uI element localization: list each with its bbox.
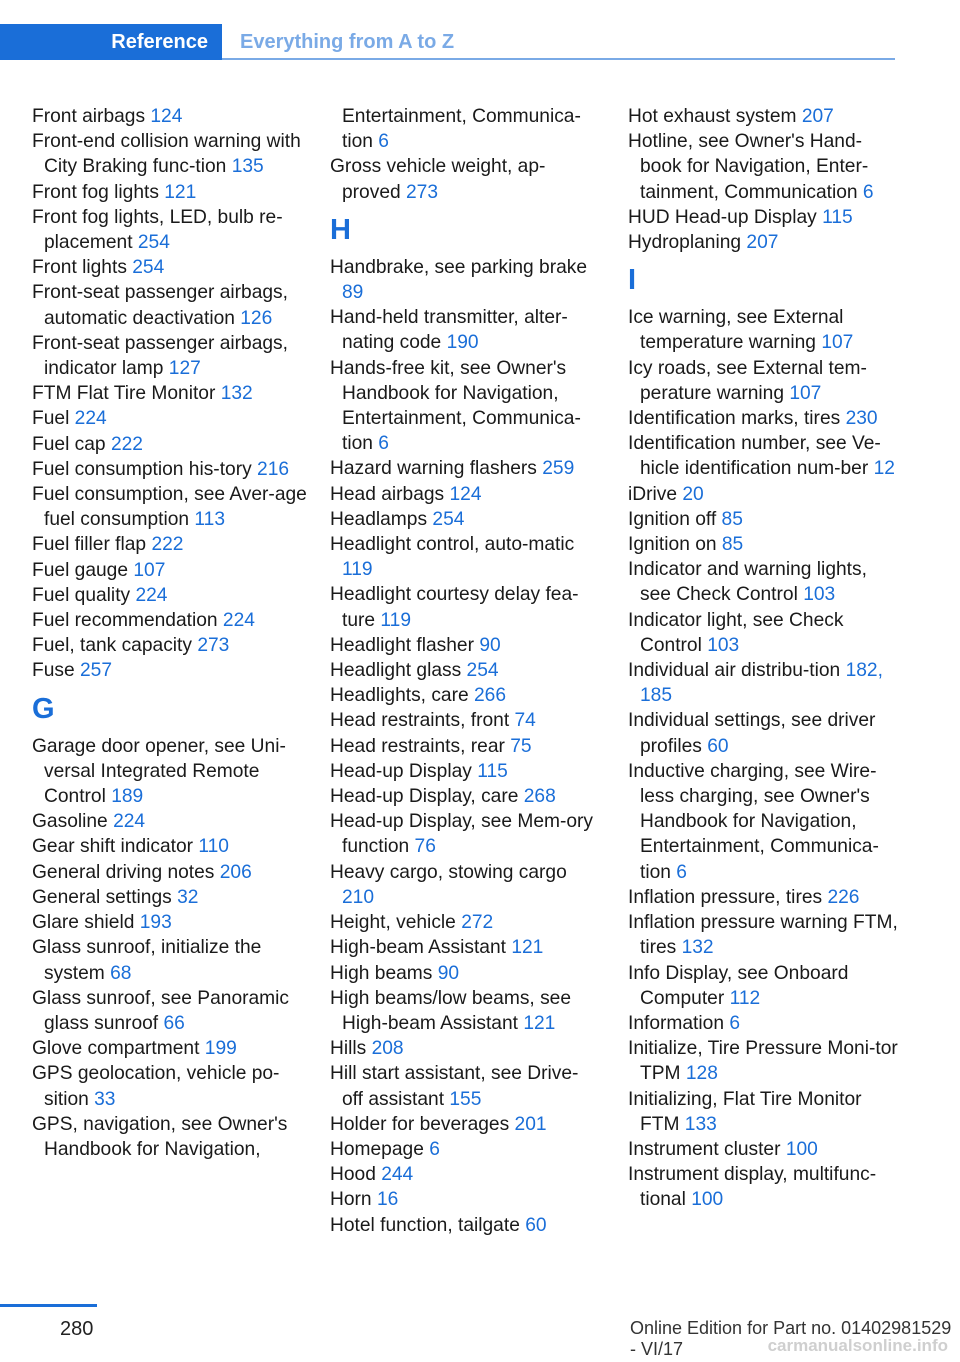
page-reference-link[interactable]: 6 [378, 131, 389, 153]
index-entry-term: Front lights [32, 257, 127, 279]
page-reference-link[interactable]: 124 [449, 483, 482, 505]
index-entry-term: Inflation pressure, tires [628, 886, 823, 908]
index-entry-term: Hills [330, 1038, 367, 1060]
index-entry-term: Fuel quality [32, 584, 131, 606]
index-entry-term: Headlight glass [330, 660, 462, 682]
index-entry [628, 230, 900, 255]
footer-rule [0, 1304, 97, 1307]
index-entry [628, 885, 900, 910]
index-entry-term: Gross vehicle weight, ap-proved [330, 156, 546, 203]
index-entry [628, 507, 900, 532]
index-entry [628, 532, 900, 557]
index-entry [32, 986, 307, 1036]
page-reference-link[interactable]: 254 [432, 508, 465, 530]
page-reference-link[interactable]: 259 [542, 458, 575, 480]
index-entry-term: Instrument display, multifunc-tional [628, 1164, 877, 1211]
index-entry [330, 1112, 598, 1137]
index-entry-term: FTM Flat Tire Monitor [32, 383, 216, 405]
page-reference-link[interactable]: 119 [380, 609, 412, 631]
index-entry [330, 104, 598, 154]
index-entry [628, 1087, 900, 1137]
index-entry [628, 1036, 900, 1086]
index-entry [330, 708, 598, 733]
page-reference-link[interactable]: 103 [803, 584, 836, 606]
index-entry-term: GPS, navigation, see Owner's Handbook for Navigation, [32, 1113, 288, 1160]
index-entry-term: Head-up Display [330, 760, 472, 782]
index-entry [330, 784, 598, 809]
index-entry [32, 860, 307, 885]
index-entry [628, 759, 900, 885]
index-entry [628, 431, 900, 481]
index-entry-term: HUD Head-up Display [628, 206, 817, 228]
index-entry [32, 255, 307, 280]
index-entry [330, 305, 598, 355]
index-entry [330, 683, 598, 708]
index-entry [330, 809, 598, 859]
index-entry-term: Head-up Display, see Mem-ory function [330, 811, 594, 858]
index-entry [32, 885, 307, 910]
page-reference-link[interactable]: 155 [449, 1088, 482, 1110]
index-entry-term: Information [628, 1012, 724, 1034]
page-reference-link[interactable]: 107 [821, 332, 854, 354]
index-entry-term: Hood [330, 1164, 376, 1186]
page-reference-link[interactable]: 206 [219, 861, 252, 883]
index-entry-term: Headlamps [330, 508, 428, 530]
page-reference-link[interactable]: 207 [746, 232, 779, 254]
index-entry [32, 129, 307, 179]
page-reference-link[interactable]: 6 [676, 861, 687, 883]
index-entry [330, 658, 598, 683]
index-entry [628, 708, 900, 758]
index-entry [330, 1162, 598, 1187]
index-entry-term: High beams [330, 962, 433, 984]
index-entry [330, 1036, 598, 1061]
index-entry [32, 280, 307, 330]
index-column-2 [330, 104, 598, 1238]
page-reference-link[interactable]: 33 [94, 1088, 116, 1110]
index-entry [628, 1137, 900, 1162]
index-entry [330, 356, 598, 457]
index-entry-term: Handbrake, see parking brake [330, 256, 588, 278]
page-reference-link[interactable]: 112 [729, 987, 761, 1009]
index-entry-term: Front airbags [32, 106, 146, 127]
index-entry [330, 1061, 598, 1111]
index-entry [628, 356, 900, 406]
index-entry [330, 507, 598, 532]
index-entry-term: Glass sunroof, see Panoramic glass sunroof [32, 987, 290, 1034]
page-reference-link[interactable]: 110 [198, 836, 229, 858]
index-entry [32, 381, 307, 406]
index-entry-term: Hand-held transmitter, alter-nating code [330, 307, 568, 354]
index-entry [330, 154, 598, 204]
page-reference-link[interactable]: 273 [197, 635, 230, 657]
page-reference-link[interactable]: 254 [466, 660, 499, 682]
section-tab: Reference [0, 24, 222, 60]
index-entry-term: Glass sunroof, initialize the system [32, 937, 262, 984]
page-reference-link[interactable]: 100 [691, 1189, 724, 1211]
index-entry-term: Identification marks, tires [628, 408, 841, 430]
index-entry [32, 104, 307, 129]
index-entry-term: Headlight flasher [330, 634, 474, 656]
page-reference-link[interactable]: 60 [525, 1214, 547, 1236]
index-entry [32, 406, 307, 431]
page-reference-link[interactable]: 216 [257, 458, 290, 480]
index-entry [32, 583, 307, 608]
page-reference-link[interactable]: 273 [406, 181, 439, 203]
page-reference-link[interactable]: 85 [721, 508, 743, 530]
index-entry [628, 658, 900, 708]
page-reference-link[interactable]: 268 [523, 786, 556, 808]
index-entry-term: Headlight control, auto-matic [330, 534, 575, 556]
header-rule [222, 58, 895, 60]
index-column-3 [628, 104, 900, 1213]
page-number: 280 [60, 1318, 94, 1340]
page-reference-link[interactable]: 6 [729, 1012, 740, 1034]
index-entry-term: Headlights, care [330, 685, 469, 707]
page-reference-link[interactable]: 89 [342, 282, 364, 304]
index-entry-term: Head restraints, rear [330, 735, 505, 757]
page-reference-link[interactable]: 115 [477, 760, 508, 782]
index-entry-term: Front fog lights [32, 181, 159, 203]
page-reference-link[interactable]: 6 [862, 181, 874, 203]
page-reference-link[interactable]: 68 [110, 962, 132, 984]
index-entry-term: Fuel [32, 408, 70, 430]
page-reference-link[interactable]: 119 [342, 559, 373, 581]
index-entry-term: Gear shift indicator [32, 836, 194, 858]
page-reference-link[interactable]: 224 [135, 584, 168, 606]
watermark: carmanualsonline.info [767, 1336, 948, 1355]
index-entry-term: Hill start assistant, see Drive-off assistant [330, 1063, 579, 1110]
page-reference-link[interactable]: 190 [446, 332, 479, 354]
index-entry-term: Head-up Display, care [330, 786, 519, 808]
index-entry [628, 1162, 900, 1212]
index-entry-term: Hazard warning flashers [330, 458, 537, 480]
page-reference-link[interactable]: 135 [231, 156, 264, 178]
index-entry-term: Front-seat passenger airbags, automatic deactivation [32, 282, 288, 329]
index-entry [330, 582, 598, 632]
index-entry-term: Heavy cargo, stowing cargo [330, 861, 567, 883]
page-reference-link[interactable]: 6 [429, 1138, 440, 1160]
index-entry-term: Hotline, see Owner's Hand-book for Navigation, Enter-tainment, Communication [628, 131, 869, 203]
index-entry [330, 734, 598, 759]
page-reference-link[interactable]: 66 [163, 1012, 185, 1034]
index-entry-term: Homepage [330, 1138, 424, 1160]
page-reference-link[interactable]: 121 [523, 1012, 556, 1034]
index-entry-term: General driving notes [32, 861, 215, 883]
index-entry-term: Hot exhaust system [628, 106, 797, 127]
page-reference-link[interactable]: 76 [414, 836, 436, 858]
index-entry-term: Head airbags [330, 483, 445, 505]
index-entry-term: Fuel gauge [32, 559, 129, 581]
index-entry-term: Fuel filler flap [32, 534, 147, 556]
index-entry [330, 935, 598, 960]
index-entry [330, 986, 598, 1036]
index-entry-term: Individual air distribu-tion [628, 660, 841, 682]
page-reference-link[interactable]: 189 [111, 786, 144, 808]
page-reference-link[interactable]: 254 [137, 232, 170, 254]
page-reference-link[interactable]: 222 [151, 534, 184, 556]
page-reference-link[interactable]: 128 [685, 1063, 718, 1085]
index-entry [330, 633, 598, 658]
index-entry [628, 557, 900, 607]
index-entry-term: Instrument cluster [628, 1138, 781, 1160]
page-reference-link[interactable]: 100 [785, 1138, 818, 1160]
index-entry [32, 432, 307, 457]
page-reference-link[interactable]: 74 [514, 710, 536, 732]
index-entry-term: Fuel cap [32, 433, 106, 455]
index-entry-term: High beams/low beams, see High-beam Assistant [330, 987, 572, 1034]
index-entry [330, 482, 598, 507]
index-entry [628, 305, 900, 355]
index-entry-term: Front-seat passenger airbags, indicator lamp [32, 332, 288, 380]
page-reference-link[interactable]: 121 [164, 181, 197, 203]
index-entry [32, 935, 307, 985]
page-reference-link[interactable]: 230 [845, 408, 878, 430]
index-entry [330, 759, 598, 784]
page-reference-link[interactable]: 115 [822, 206, 853, 228]
index-entry [32, 658, 307, 683]
index-entry [628, 608, 900, 658]
index-entry [32, 205, 307, 255]
page-reference-link[interactable]: 133 [684, 1113, 717, 1135]
index-entry [32, 532, 307, 557]
index-entry-term: Info Display, see Onboard Computer [628, 962, 849, 1009]
index-entry-term: Inductive charging, see Wire-less charging, see Owner's Handbook for Navigation, Entertainment, Communica-tion [628, 760, 879, 883]
page-reference-link[interactable]: 201 [514, 1113, 547, 1135]
page-reference-link[interactable]: 124 [150, 106, 183, 127]
index-letter-heading: G [32, 692, 55, 725]
page-reference-link[interactable]: 207 [801, 106, 834, 127]
index-entry-term: Ignition off [628, 508, 717, 530]
index-entry [330, 961, 598, 986]
page-reference-link[interactable]: 224 [113, 811, 146, 833]
index-entry [628, 910, 900, 960]
index-entry [32, 1061, 307, 1111]
page-reference-link[interactable]: 75 [510, 735, 532, 757]
index-entry [628, 129, 900, 205]
page-reference-link[interactable]: 20 [682, 483, 704, 505]
index-entry [628, 1011, 900, 1036]
index-entry [628, 104, 900, 129]
page-reference-link[interactable]: 208 [371, 1038, 404, 1060]
index-entry-term: Holder for beverages [330, 1113, 510, 1135]
index-entry [32, 482, 307, 532]
index-entry-term: Front fog lights, LED, bulb re-placement [32, 206, 283, 254]
index-entry-term: Front-end collision warning with City Braking func-tion [32, 131, 301, 178]
page-reference-link[interactable]: 90 [479, 634, 501, 656]
index-entry [330, 255, 598, 305]
page-reference-link[interactable]: 193 [139, 912, 172, 934]
page-reference-link[interactable]: 132 [681, 937, 714, 959]
index-entry-term: Head restraints, front [330, 710, 510, 732]
page-reference-link[interactable]: 224 [222, 610, 255, 632]
page-reference-link[interactable]: 121 [511, 937, 544, 959]
index-entry [32, 1036, 307, 1061]
page-reference-link[interactable]: 103 [707, 634, 740, 656]
index-entry [32, 734, 307, 810]
index-entry [330, 1137, 598, 1162]
index-entry-term: Initialize, Tire Pressure Moni-tor TPM [628, 1038, 898, 1085]
page-reference-link[interactable]: 266 [474, 685, 507, 707]
index-entry-term: Headlight courtesy delay fea-ture [330, 584, 579, 631]
page-reference-link[interactable]: 272 [461, 912, 494, 934]
index-entry-term: Hands-free kit, see Owner's Handbook for Navigation, Entertainment, Communica-tion [330, 357, 581, 455]
index-entry-term: Indicator and warning lights, see Check Control [628, 559, 867, 606]
index-entry-term: Gasoline [32, 811, 108, 833]
page-reference-link[interactable]: 60 [707, 735, 729, 757]
index-entry-term: Hydroplaning [628, 232, 742, 254]
index-entry-term: Hotel function, tailgate [330, 1214, 520, 1236]
index-entry-term: Horn [330, 1189, 372, 1211]
page-reference-link[interactable]: 107 [133, 559, 166, 581]
index-entry-term: Initializing, Flat Tire Monitor FTM [628, 1088, 862, 1135]
page-reference-link[interactable]: 6 [378, 433, 389, 455]
index-entry [32, 834, 307, 859]
page-reference-link[interactable]: 127 [168, 358, 201, 380]
index-entry [32, 633, 307, 658]
index-entry-term: Entertainment, Communica-tion [342, 106, 581, 153]
index-entry-term: General settings [32, 886, 172, 908]
index-letter-heading: H [330, 213, 351, 246]
subsection-title: Everything from A to Z [240, 30, 455, 53]
page-reference-link[interactable]: 254 [132, 257, 165, 279]
page-reference-link[interactable]: 244 [381, 1164, 414, 1186]
index-entry-term: GPS geolocation, vehicle po-sition [32, 1063, 280, 1110]
index-entry [330, 456, 598, 481]
index-entry-term: Glove compartment [32, 1038, 200, 1060]
index-entry-term: High-beam Assistant [330, 937, 506, 959]
index-entry-term: Fuel consumption, see Aver-age fuel consumption [32, 484, 307, 531]
page-reference-link[interactable]: 257 [80, 660, 113, 682]
index-entry-term: Inflation pressure warning FTM, tires [628, 912, 898, 959]
index-entry [330, 860, 598, 910]
page-reference-link[interactable]: 90 [437, 962, 460, 984]
index-entry-term: Height, vehicle [330, 912, 456, 934]
index-entry [32, 608, 307, 633]
page-header [0, 24, 895, 60]
index-entry-term: Ignition on [628, 534, 717, 556]
page-reference-link[interactable]: 199 [204, 1038, 237, 1060]
page-reference-link[interactable]: 113 [194, 509, 225, 531]
index-entry [330, 1187, 598, 1212]
edition-note: Online Edition for Part no. 01402981529 - VI/17 [630, 1318, 952, 1359]
index-entry-term: Icy roads, see External tem-perature warning [628, 357, 867, 404]
page-reference-link[interactable]: 182, 185 [640, 660, 883, 707]
index-entry [32, 809, 307, 834]
index-entry-term: Glare shield [32, 912, 135, 934]
page-reference-link[interactable]: 107 [789, 382, 822, 404]
page-reference-link[interactable]: 85 [721, 534, 744, 556]
index-entry [32, 180, 307, 205]
index-entry [628, 205, 900, 230]
page-reference-link[interactable]: 226 [827, 886, 860, 908]
index-entry-term: iDrive [628, 483, 678, 505]
index-entry-term: Fuel recommendation [32, 610, 218, 632]
page-reference-link[interactable]: 210 [342, 886, 375, 908]
index-entry-term: Garage door opener, see Uni-versal Integrated Remote Control [32, 735, 286, 808]
index-entry-term: Identification number, see Ve-hicle identification num-ber [628, 433, 881, 480]
index-entry-term: Ice warning, see External temperature warning [628, 307, 844, 354]
index-entry [628, 961, 900, 1011]
page-reference-link[interactable]: 132 [220, 383, 253, 405]
index-entry-term: Individual settings, see driver profiles [628, 710, 876, 757]
index-entry [32, 558, 307, 583]
index-entry [330, 910, 598, 935]
index-entry-term: Fuel, tank capacity [32, 635, 192, 657]
page-reference-link[interactable]: 32 [177, 886, 199, 908]
page-reference-link[interactable]: 12 [873, 458, 895, 480]
index-letter-heading: I [628, 264, 637, 297]
page-reference-link[interactable]: 224 [74, 408, 107, 430]
index-entry [330, 1213, 598, 1238]
index-entry [330, 532, 598, 582]
index-column-1 [32, 104, 307, 1162]
page-reference-link[interactable]: 16 [376, 1189, 399, 1211]
page-reference-link[interactable]: 126 [240, 307, 273, 329]
index-entry [32, 1112, 307, 1162]
index-entry-term: Fuel consumption his-tory [32, 458, 252, 480]
index-entry-term: Fuse [32, 660, 75, 682]
index-entry-term: Indicator light, see Check Control [628, 609, 844, 656]
page-reference-link[interactable]: 222 [110, 433, 143, 455]
index-entry [32, 331, 307, 381]
index-entry [628, 482, 900, 507]
index-entry [32, 457, 307, 482]
index-entry [628, 406, 900, 431]
index-entry [32, 910, 307, 935]
